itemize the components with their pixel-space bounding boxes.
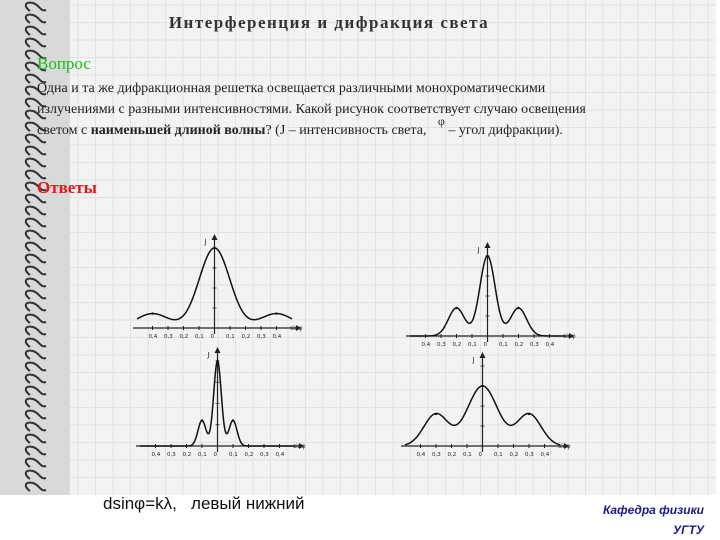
x-tick-label: 0,1	[198, 452, 207, 458]
spiral-ring	[26, 447, 46, 455]
spiral-ring	[26, 351, 46, 359]
answers-heading: Ответы	[37, 178, 97, 197]
peak-point	[275, 312, 277, 314]
x-tick-label: 0,4	[275, 452, 285, 458]
peak-point	[486, 255, 488, 257]
spiral-ring	[26, 411, 46, 419]
spiral-ring	[26, 303, 46, 311]
x-tick-label: 0,3	[530, 342, 539, 348]
x-tick-label: 0,4	[421, 342, 431, 348]
spiral-ring	[26, 231, 46, 239]
spiral-ring	[26, 243, 46, 251]
spiral-ring	[26, 27, 46, 35]
y-axis-label: J	[204, 238, 207, 246]
spiral-ring	[26, 3, 46, 11]
x-tick-label: 0,3	[437, 342, 446, 348]
chart-top-left[interactable]	[125, 232, 310, 342]
x-tick-label: 0,1	[229, 452, 238, 458]
x-tick-label: 0,1	[226, 334, 235, 340]
x-tick-label: 0,4	[148, 334, 158, 340]
x-tick-label: 0,2	[182, 452, 192, 458]
x-tick-label: 0,3	[164, 334, 173, 340]
y-axis-label: J	[472, 356, 475, 364]
x-tick-label: 0,3	[257, 334, 266, 340]
question-text-bold: наименьшей длиной волны	[90, 123, 266, 138]
spiral-ring	[26, 423, 46, 431]
question-text-part1: Одна и та же дифракционная решетка освещается различными монохроматическими излучениями с разными интенсивностями. Какой рисунок соответствует случаю освещения светом с	[37, 81, 586, 138]
x-tick-label: 0	[210, 334, 214, 340]
peak-point	[201, 419, 203, 421]
x-tick-label: 0,1	[499, 342, 508, 348]
spiral-ring	[26, 207, 46, 215]
spiral-ring	[26, 459, 46, 467]
question-heading: Вопрос	[37, 54, 91, 73]
spiral-ring	[26, 315, 46, 323]
x-axis-label: sinφ	[558, 443, 571, 450]
x-tick-label: 0,3	[260, 452, 269, 458]
spiral-ring	[26, 255, 46, 263]
question-text	[37, 78, 617, 141]
x-tick-label: 0,2	[241, 334, 251, 340]
x-tick-label: 0,2	[509, 452, 519, 458]
spiral-ring	[26, 219, 46, 227]
spiral-ring	[26, 15, 46, 23]
chart-bottom-left[interactable]	[128, 345, 313, 460]
chart-bottom-right[interactable]	[393, 350, 578, 460]
spiral-ring	[26, 471, 46, 479]
y-axis-arrow	[212, 234, 218, 240]
spiral-ring	[26, 159, 46, 167]
x-tick-label: 0,2	[244, 452, 254, 458]
spiral-ring	[26, 483, 46, 491]
peak-point	[232, 419, 234, 421]
x-axis-label: sinφ	[563, 333, 576, 340]
x-tick-label: 0	[478, 452, 482, 458]
peak-point	[151, 312, 153, 314]
spiral-ring	[26, 363, 46, 371]
x-tick-label: 0,4	[151, 452, 161, 458]
spiral-rings	[0, 0, 70, 495]
spiral-ring	[26, 375, 46, 383]
x-axis-label: sinφ	[293, 443, 306, 450]
x-tick-label: 0,4	[416, 452, 426, 458]
x-axis-label: sinφ	[290, 325, 303, 332]
x-tick-label: 0,2	[447, 452, 457, 458]
peak-point	[455, 307, 457, 309]
x-tick-label: 0,4	[540, 452, 550, 458]
spiral-ring	[26, 399, 46, 407]
y-axis-arrow	[485, 242, 491, 248]
y-axis-arrow	[215, 347, 221, 353]
x-tick-label: 0,2	[452, 342, 462, 348]
peak-point	[481, 385, 483, 387]
x-tick-label: 0,1	[494, 452, 503, 458]
x-tick-label: 0,2	[514, 342, 524, 348]
peak-point	[213, 247, 215, 249]
chart-top-right[interactable]	[398, 240, 583, 350]
x-tick-label: 0,1	[468, 342, 477, 348]
spiral-ring	[26, 147, 46, 155]
spiral-ring	[26, 327, 46, 335]
x-tick-label: 0	[213, 452, 217, 458]
x-tick-label: 0,3	[432, 452, 441, 458]
y-axis-arrow	[480, 352, 486, 358]
x-tick-label: 0,3	[167, 452, 176, 458]
peak-point	[435, 413, 437, 415]
x-tick-label: 0,1	[463, 452, 472, 458]
spiral-ring	[26, 39, 46, 47]
peak-point	[528, 413, 530, 415]
peak-point	[517, 307, 519, 309]
spiral-ring	[26, 435, 46, 443]
department-line2: УГТУ	[673, 523, 704, 537]
notebook-spiral-binding	[0, 0, 70, 495]
phi-symbol: φ	[437, 114, 445, 128]
slide-title: Интерференция и дифракция света	[168, 13, 490, 32]
x-tick-label: 0,2	[179, 334, 189, 340]
spiral-ring	[26, 291, 46, 299]
question-text-part3: – угол дифракции).	[448, 123, 563, 138]
peak-point	[216, 360, 218, 362]
department-label	[603, 500, 704, 540]
spiral-ring	[26, 339, 46, 347]
question-text-part2: ? (J – интенсивность света,	[265, 123, 427, 138]
x-tick-label: 0,4	[545, 342, 555, 348]
spiral-ring	[26, 387, 46, 395]
spiral-ring	[26, 279, 46, 287]
spiral-ring	[26, 267, 46, 275]
answer-text: dsinφ=kλ, левый нижний	[103, 494, 305, 513]
x-tick-label: 0,1	[195, 334, 204, 340]
y-axis-label: J	[477, 246, 480, 254]
y-axis-label: J	[207, 351, 210, 359]
x-tick-label: 0,4	[272, 334, 282, 340]
x-tick-label: 0	[483, 342, 487, 348]
x-tick-label: 0,3	[525, 452, 534, 458]
department-line1: Кафедра физики	[602, 503, 704, 517]
